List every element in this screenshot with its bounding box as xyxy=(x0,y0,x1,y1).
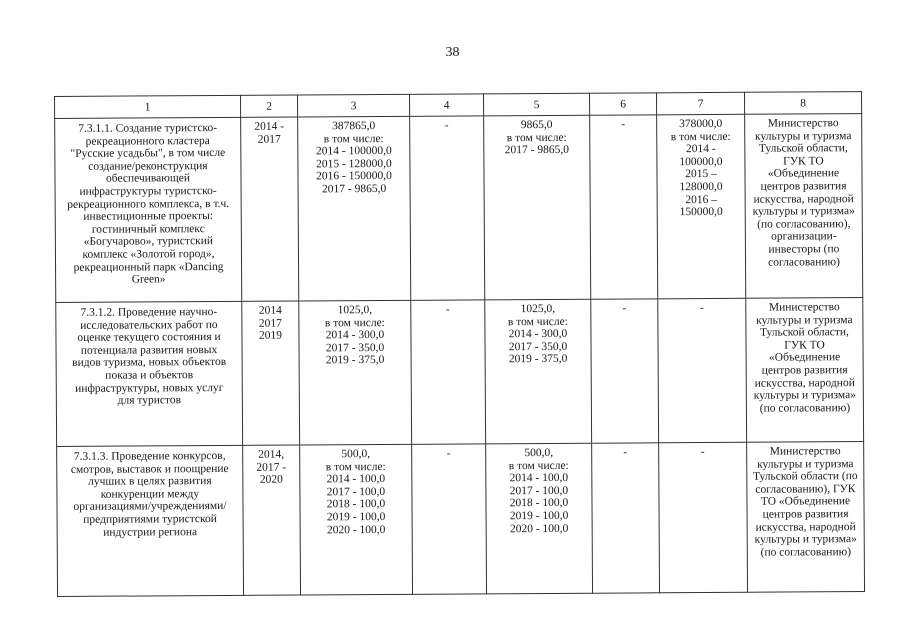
column-5-cell: 500,0, в том числе: 2014 - 100,0 2017 - 100,0 2018 - 100,0 2019 - 100,0 2020 - 100,0 xyxy=(486,443,593,594)
column-7-cell: - xyxy=(659,442,748,593)
column-6-cell: - xyxy=(591,299,659,443)
total-funding-cell: 1025,0, в том числе: 2014 - 300,0 2017 - 350,0 2019 - 375,0 xyxy=(299,300,412,445)
column-6-cell: - xyxy=(590,115,658,299)
activity-description-cell: 7.3.1.3. Проведение конкурсов, смотров, выставок и поощрение лучших в целях развития конкуренции между организациями/учреждениями/ предприятиями туристской индустрии региона xyxy=(57,445,244,596)
activity-description-cell: 7.3.1.1. Создание туристско- рекреационного кластера "Русские усадьбы", в том числе создание/реконструкция обеспечивающей инфраструктуры туристско- рекреационного комплекса, в т.ч. инвестиционные проекты: гостиничный комплекс «Богучарово», туристский комплекс «Золотой город», рекреационный парк «Dancing Green» xyxy=(55,117,242,302)
header-cell-2: 2 xyxy=(240,95,297,117)
table-row xyxy=(56,298,864,447)
total-funding-cell: 387865,0 в том числе: 2014 - 100000,0 2015 - 128000,0 2016 - 150000,0 2017 - 9865,0 xyxy=(298,116,411,301)
header-cell-3: 3 xyxy=(297,94,409,117)
responsible-cell: Министерство культуры и туризма Тульской области, ГУК ТО «Объединение центров развития искусства, народной культуры и туризма» (по согласованию), организации- инвесторы (по согласованию) xyxy=(745,114,863,299)
header-cell-1: 1 xyxy=(55,95,241,118)
column-4-cell: - xyxy=(410,116,485,300)
header-cell-8: 8 xyxy=(744,92,861,115)
column-7-cell: - xyxy=(658,298,747,443)
column-7-cell: 378000,0 в том числе: 2014 - 100000,0 2015 – 128000,0 2016 – 150000,0 xyxy=(657,114,746,299)
column-4-cell: - xyxy=(411,300,486,444)
column-4-cell: - xyxy=(412,444,487,594)
column-5-cell: 9865,0 в том числе: 2017 - 9865,0 xyxy=(484,115,591,300)
data-table xyxy=(54,91,865,597)
header-cell-6: 6 xyxy=(589,93,656,115)
period-cell: 2014 2017 2019 xyxy=(242,301,300,445)
header-cell-4: 4 xyxy=(409,94,483,116)
total-funding-cell: 500,0, в том числе: 2014 - 100,0 2017 - 100,0 2018 - 100,0 2019 - 100,0 2020 - 100,0 xyxy=(300,444,413,595)
header-cell-5: 5 xyxy=(483,93,589,116)
column-6-cell: - xyxy=(592,443,660,593)
responsible-cell: Министерство культуры и туризма Тульской области (по согласованию), ГУК ТО «Объединение центров развития искусства, народной культуры и туризма» (по согласованию) xyxy=(747,442,865,593)
table-row xyxy=(55,114,863,303)
period-cell: 2014 - 2017 xyxy=(241,117,299,301)
page-number: 38 xyxy=(445,45,460,60)
activity-description-cell: 7.3.1.2. Проведение научно- исследовательских работ по оценке текущего состояния и потенциала развития новых видов туризма, новых объектов показа и объектов инфраструктуры, новых услуг для туристов xyxy=(56,301,243,446)
table-row xyxy=(57,442,865,597)
column-5-cell: 1025,0, в том числе: 2014 - 300,0 2017 - 350,0 2019 - 375,0 xyxy=(485,299,592,444)
responsible-cell: Министерство культуры и туризма Тульской области, ГУК ТО «Объединение центров развития искусства, народной культуры и туризма» (по согласованию) xyxy=(746,298,864,443)
header-cell-7: 7 xyxy=(656,92,744,115)
period-cell: 2014, 2017 - 2020 xyxy=(243,445,301,595)
